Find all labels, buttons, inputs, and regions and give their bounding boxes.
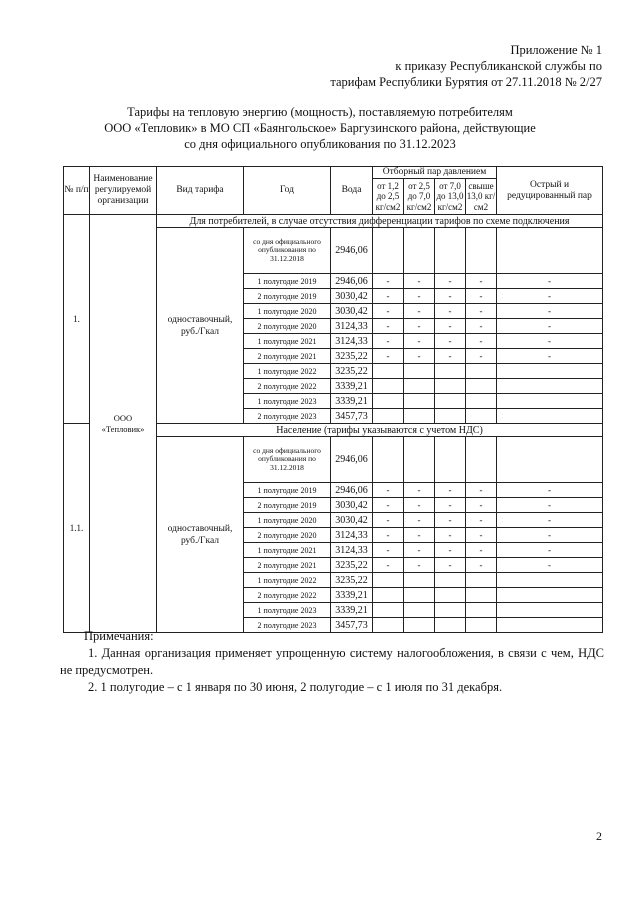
header-year: Год (244, 167, 331, 215)
water-value: 3124,33 (331, 319, 373, 334)
header-sharp-steam: Острый и редуцированный пар (497, 167, 603, 215)
period-cell: 2 полугодие 2020 (244, 528, 331, 543)
appendix-line-2: к приказу Республиканской службы по (395, 59, 602, 73)
org-name: ООО «Тепловик» (90, 215, 157, 633)
pressure-1-value: - (373, 349, 404, 364)
sharp-steam-value: - (497, 543, 603, 558)
pressure-2-value (404, 409, 435, 424)
pressure-2-value: - (404, 498, 435, 513)
pressure-4-value (466, 409, 497, 424)
pressure-3-value: - (435, 334, 466, 349)
tariff-kind: одноставочный, руб./Гкал (157, 437, 244, 633)
pressure-4-value (466, 437, 497, 483)
section-label: Население (тарифы указываются с учетом НДС) (157, 424, 603, 437)
pressure-3-value: - (435, 483, 466, 498)
pressure-2-value: - (404, 349, 435, 364)
pressure-3-value: - (435, 558, 466, 573)
period-cell: 2 полугодие 2021 (244, 558, 331, 573)
pressure-4-value: - (466, 319, 497, 334)
water-value: 3235,22 (331, 558, 373, 573)
header-pressure-4: свыше 13,0 кг/см2 (466, 179, 497, 215)
tariff-table (63, 166, 603, 633)
sharp-steam-value: - (497, 319, 603, 334)
period-cell: 1 полугодие 2023 (244, 394, 331, 409)
water-value: 3457,73 (331, 409, 373, 424)
pressure-1-value (373, 603, 404, 618)
pressure-3-value (435, 588, 466, 603)
pressure-4-value (466, 603, 497, 618)
pressure-1-value: - (373, 528, 404, 543)
sharp-steam-value: - (497, 349, 603, 364)
title-line-1: Тарифы на тепловую энергию (мощность), поставляемую потребителям (127, 105, 513, 119)
pressure-4-value: - (466, 528, 497, 543)
header-pressure-2: от 2,5 до 7,0 кг/см2 (404, 179, 435, 215)
water-value: 3124,33 (331, 543, 373, 558)
water-value: 3339,21 (331, 603, 373, 618)
pressure-4-value: - (466, 274, 497, 289)
period-cell: 1 полугодие 2023 (244, 603, 331, 618)
pressure-1-value (373, 394, 404, 409)
title-line-3: со дня официального опубликования по 31.12.2023 (184, 137, 456, 151)
period-cell: 1 полугодие 2019 (244, 483, 331, 498)
sharp-steam-value: - (497, 304, 603, 319)
period-cell: 1 полугодие 2022 (244, 364, 331, 379)
pressure-2-value: - (404, 543, 435, 558)
pressure-1-value: - (373, 483, 404, 498)
pressure-3-value (435, 364, 466, 379)
pressure-4-value: - (466, 349, 497, 364)
table-body (64, 215, 603, 633)
sharp-steam-value: - (497, 289, 603, 304)
section-number: 1.1. (64, 424, 90, 633)
pressure-1-value: - (373, 498, 404, 513)
period-cell: 1 полугодие 2021 (244, 334, 331, 349)
note-item-1: 1. Данная организация применяет упрощенную систему налогообложения, в связи с чем, НДС не предусмотрен. (60, 646, 604, 677)
sharp-steam-value: - (497, 498, 603, 513)
pressure-3-value: - (435, 513, 466, 528)
pressure-3-value (435, 394, 466, 409)
pressure-4-value: - (466, 289, 497, 304)
period-cell: 1 полугодие 2019 (244, 274, 331, 289)
note-item-2: 2. 1 полугодие – с 1 января по 30 июня, 2 полугодие – с 1 июля по 31 декабря. (88, 680, 503, 694)
sharp-steam-value: - (497, 483, 603, 498)
period-cell: со дня официального опубликования по 31.12.2018 (244, 228, 331, 274)
pressure-3-value: - (435, 498, 466, 513)
water-value: 3235,22 (331, 349, 373, 364)
header-water: Вода (331, 167, 373, 215)
pressure-2-value: - (404, 483, 435, 498)
water-value: 3124,33 (331, 334, 373, 349)
period-cell: 2 полугодие 2019 (244, 289, 331, 304)
pressure-1-value (373, 379, 404, 394)
pressure-1-value: - (373, 289, 404, 304)
pressure-1-value: - (373, 543, 404, 558)
water-value: 3030,42 (331, 304, 373, 319)
appendix-block (282, 42, 602, 90)
pressure-2-value (404, 588, 435, 603)
water-value: 3030,42 (331, 498, 373, 513)
period-cell: 2 полугодие 2020 (244, 319, 331, 334)
water-value: 3030,42 (331, 513, 373, 528)
pressure-2-value (404, 603, 435, 618)
pressure-3-value (435, 409, 466, 424)
pressure-1-value (373, 588, 404, 603)
water-value: 2946,06 (331, 437, 373, 483)
notes-block (60, 628, 604, 696)
pressure-1-value (373, 573, 404, 588)
pressure-2-value: - (404, 334, 435, 349)
pressure-2-value (404, 228, 435, 274)
period-cell: 1 полугодие 2022 (244, 573, 331, 588)
pressure-2-value (404, 394, 435, 409)
sharp-steam-value (497, 437, 603, 483)
pressure-3-value (435, 228, 466, 274)
period-cell: 2 полугодие 2019 (244, 498, 331, 513)
period-cell: 2 полугодие 2022 (244, 379, 331, 394)
sharp-steam-value (497, 588, 603, 603)
water-value: 2946,06 (331, 274, 373, 289)
page-number: 2 (596, 829, 602, 843)
water-value: 3339,21 (331, 394, 373, 409)
sharp-steam-value (497, 409, 603, 424)
sharp-steam-value (497, 573, 603, 588)
water-value: 2946,06 (331, 228, 373, 274)
pressure-4-value: - (466, 543, 497, 558)
header-pressure-3: от 7,0 до 13,0 кг/см2 (435, 179, 466, 215)
pressure-3-value: - (435, 274, 466, 289)
pressure-4-value: - (466, 498, 497, 513)
pressure-4-value (466, 228, 497, 274)
section-number: 1. (64, 215, 90, 424)
pressure-3-value (435, 437, 466, 483)
pressure-4-value: - (466, 304, 497, 319)
pressure-4-value (466, 573, 497, 588)
pressure-3-value (435, 379, 466, 394)
pressure-1-value: - (373, 319, 404, 334)
water-value: 3124,33 (331, 528, 373, 543)
period-cell: 2 полугодие 2023 (244, 618, 331, 633)
pressure-3-value: - (435, 304, 466, 319)
pressure-2-value (404, 379, 435, 394)
sharp-steam-value (497, 364, 603, 379)
pressure-4-value: - (466, 558, 497, 573)
sharp-steam-value: - (497, 558, 603, 573)
water-value: 2946,06 (331, 483, 373, 498)
water-value: 3339,21 (331, 588, 373, 603)
document-title (60, 104, 580, 152)
pressure-2-value (404, 573, 435, 588)
section-label: Для потребителей, в случае отсутствия дифференциации тарифов по схеме подключения (157, 215, 603, 228)
pressure-1-value: - (373, 274, 404, 289)
pressure-3-value: - (435, 528, 466, 543)
pressure-1-value: - (373, 304, 404, 319)
pressure-1-value (373, 228, 404, 274)
pressure-2-value: - (404, 289, 435, 304)
pressure-3-value: - (435, 349, 466, 364)
water-value: 3030,42 (331, 289, 373, 304)
header-org: Наименование регулируемой организации (90, 167, 157, 215)
pressure-4-value (466, 588, 497, 603)
period-cell: 1 полугодие 2021 (244, 543, 331, 558)
section-header-row (64, 215, 603, 228)
table-header (64, 167, 603, 215)
notes-label: Примечания: (84, 629, 154, 643)
pressure-3-value (435, 603, 466, 618)
pressure-1-value: - (373, 558, 404, 573)
period-cell: 1 полугодие 2020 (244, 304, 331, 319)
pressure-1-value (373, 409, 404, 424)
pressure-3-value: - (435, 289, 466, 304)
sharp-steam-value (497, 394, 603, 409)
pressure-1-value: - (373, 334, 404, 349)
sharp-steam-value: - (497, 528, 603, 543)
pressure-2-value: - (404, 513, 435, 528)
pressure-2-value: - (404, 528, 435, 543)
period-cell: 2 полугодие 2021 (244, 349, 331, 364)
header-steam-group: Отборный пар давлением (373, 167, 497, 179)
pressure-4-value (466, 364, 497, 379)
header-kind: Вид тарифа (157, 167, 244, 215)
pressure-4-value: - (466, 334, 497, 349)
pressure-1-value: - (373, 513, 404, 528)
pressure-3-value (435, 573, 466, 588)
water-value: 3235,22 (331, 364, 373, 379)
sharp-steam-value: - (497, 334, 603, 349)
sharp-steam-value: - (497, 513, 603, 528)
pressure-1-value (373, 437, 404, 483)
pressure-2-value: - (404, 304, 435, 319)
pressure-2-value (404, 437, 435, 483)
pressure-2-value (404, 364, 435, 379)
pressure-3-value: - (435, 319, 466, 334)
pressure-1-value (373, 364, 404, 379)
period-cell: 2 полугодие 2023 (244, 409, 331, 424)
pressure-4-value: - (466, 513, 497, 528)
pressure-3-value: - (435, 543, 466, 558)
water-value: 3339,21 (331, 379, 373, 394)
sharp-steam-value (497, 379, 603, 394)
header-pressure-1: от 1,2 до 2,5 кг/см2 (373, 179, 404, 215)
pressure-2-value: - (404, 319, 435, 334)
water-value: 3235,22 (331, 573, 373, 588)
header-num: № п/п (64, 167, 90, 215)
water-value: 3457,73 (331, 618, 373, 633)
pressure-2-value: - (404, 558, 435, 573)
pressure-4-value (466, 379, 497, 394)
sharp-steam-value (497, 603, 603, 618)
sharp-steam-value (497, 228, 603, 274)
appendix-line-3: тарифам Республики Бурятия от 27.11.2018 № 2/27 (330, 75, 602, 89)
period-cell: 2 полугодие 2022 (244, 588, 331, 603)
appendix-line-1: Приложение № 1 (510, 43, 602, 57)
title-line-2: ООО «Тепловик» в МО СП «Баянгольское» Баргузинского района, действующие (104, 121, 536, 135)
period-cell: 1 полугодие 2020 (244, 513, 331, 528)
pressure-2-value: - (404, 274, 435, 289)
pressure-4-value: - (466, 483, 497, 498)
pressure-4-value (466, 394, 497, 409)
period-cell: со дня официального опубликования по 31.12.2018 (244, 437, 331, 483)
tariff-kind: одноставочный, руб./Гкал (157, 228, 244, 424)
sharp-steam-value: - (497, 274, 603, 289)
